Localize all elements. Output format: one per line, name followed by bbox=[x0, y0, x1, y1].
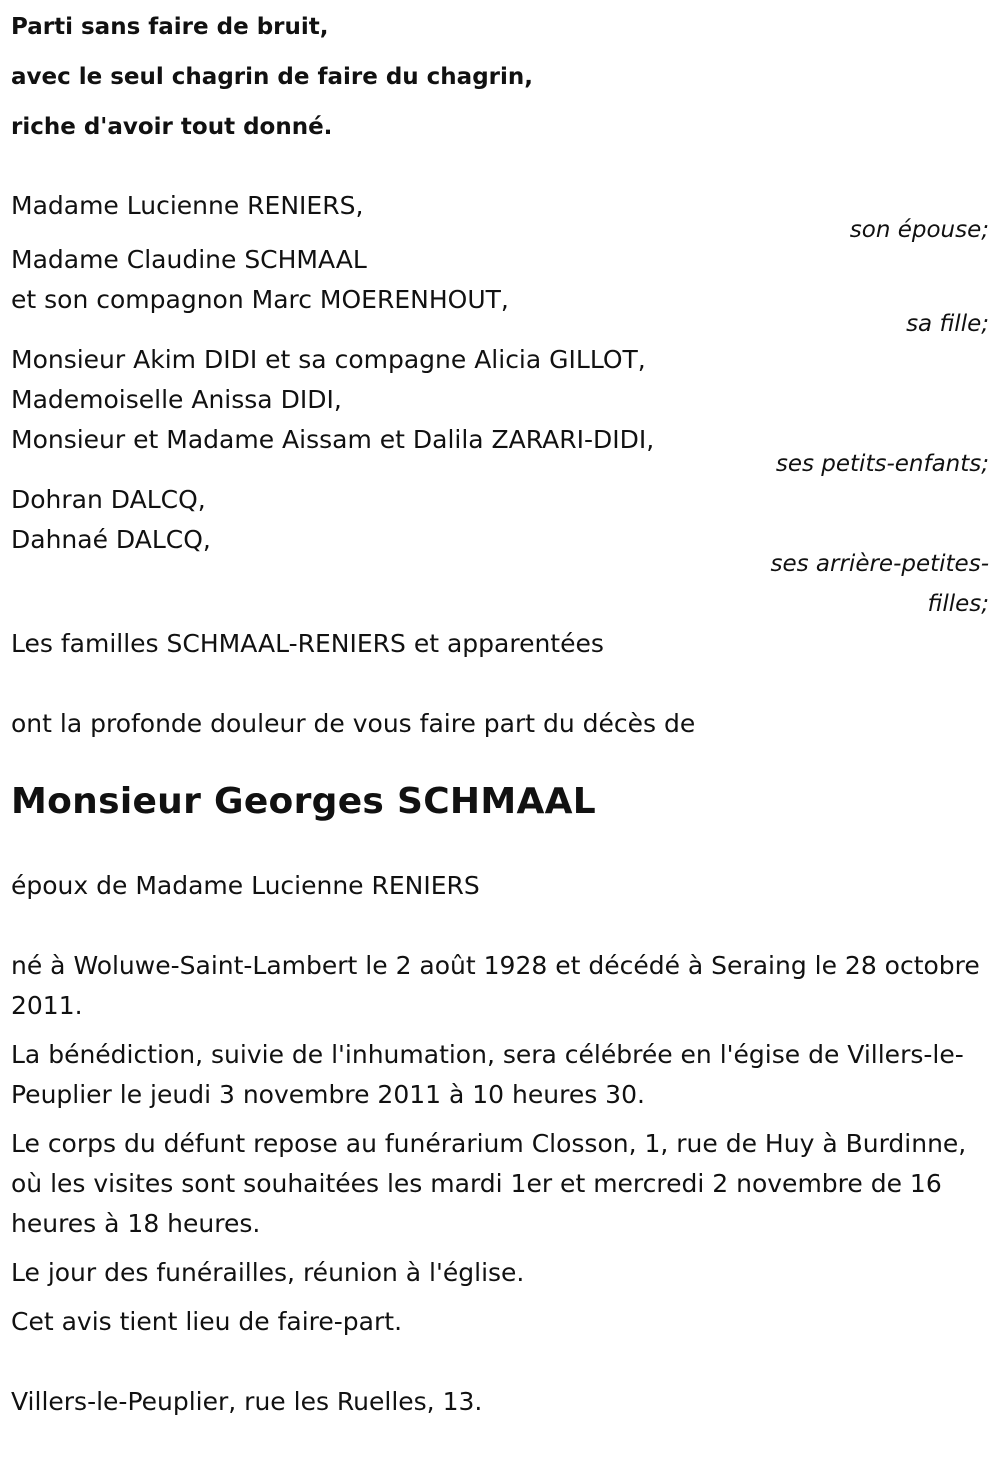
verse-line: Parti sans faire de bruit, bbox=[11, 14, 329, 40]
relationship-label: son épouse; bbox=[849, 217, 989, 243]
relationship-label: sa fille; bbox=[906, 311, 989, 337]
ceremony-paragraph: La bénédiction, suivie de l'inhumation, sera célébrée en l'égise de Villers-le-Peuplier le jeudi 3 novembre 2011 à 10 heures 30. bbox=[11, 1040, 964, 1109]
family-member: Monsieur Akim DIDI et sa compagne Alicia GILLOT, bbox=[11, 345, 646, 374]
grandchildren-group bbox=[11, 340, 991, 484]
relationship-label: ses arrière-petites-filles; bbox=[770, 551, 989, 617]
opening-verse bbox=[11, 0, 991, 152]
family-member: Mademoiselle Anissa DIDI, bbox=[11, 385, 342, 414]
funerarium-paragraph: Le corps du défunt repose au funérarium Closson, 1, rue de Huy à Burdinne, où les visites sont souhaitées les mardi 1er et mercredi 2 novembre de 16 heures à 18 heures. bbox=[11, 1129, 967, 1238]
deceased-name: Monsieur Georges SCHMAAL bbox=[11, 781, 597, 822]
verse-line: avec le seul chagrin de faire du chagrin, bbox=[11, 64, 534, 90]
extended-families: Les familles SCHMAAL-RENIERS et apparentées bbox=[11, 629, 604, 658]
family-member: Madame Lucienne RENIERS, bbox=[11, 191, 364, 220]
spouse-of: époux de Madame Lucienne RENIERS bbox=[11, 871, 480, 900]
great-grandchildren-group bbox=[11, 480, 991, 624]
family-member: Dohran DALCQ, bbox=[11, 485, 206, 514]
details bbox=[11, 946, 991, 1342]
family-member: Dahnaé DALCQ, bbox=[11, 525, 211, 554]
verse-line: riche d'avoir tout donné. bbox=[11, 114, 333, 140]
relationship-label: ses petits-enfants; bbox=[775, 451, 989, 477]
birth-death-paragraph: né à Woluwe-Saint-Lambert le 2 août 1928 et décédé à Seraing le 28 octobre 2011. bbox=[11, 951, 980, 1020]
obituary-notice bbox=[11, 0, 991, 1422]
daughter-group bbox=[11, 240, 991, 344]
announcement-text: ont la profonde douleur de vous faire part du décès de bbox=[11, 709, 696, 738]
family-list bbox=[11, 186, 991, 744]
funeral-day-paragraph: Le jour des funérailles, réunion à l'église. bbox=[11, 1258, 525, 1287]
notice-paragraph: Cet avis tient lieu de faire-part. bbox=[11, 1307, 403, 1336]
family-member: et son compagnon Marc MOERENHOUT, bbox=[11, 285, 509, 314]
family-member: Madame Claudine SCHMAAL bbox=[11, 245, 367, 274]
family-member: Monsieur et Madame Aissam et Dalila ZARARI-DIDI, bbox=[11, 425, 655, 454]
address: Villers-le-Peuplier, rue les Ruelles, 13. bbox=[11, 1387, 483, 1416]
